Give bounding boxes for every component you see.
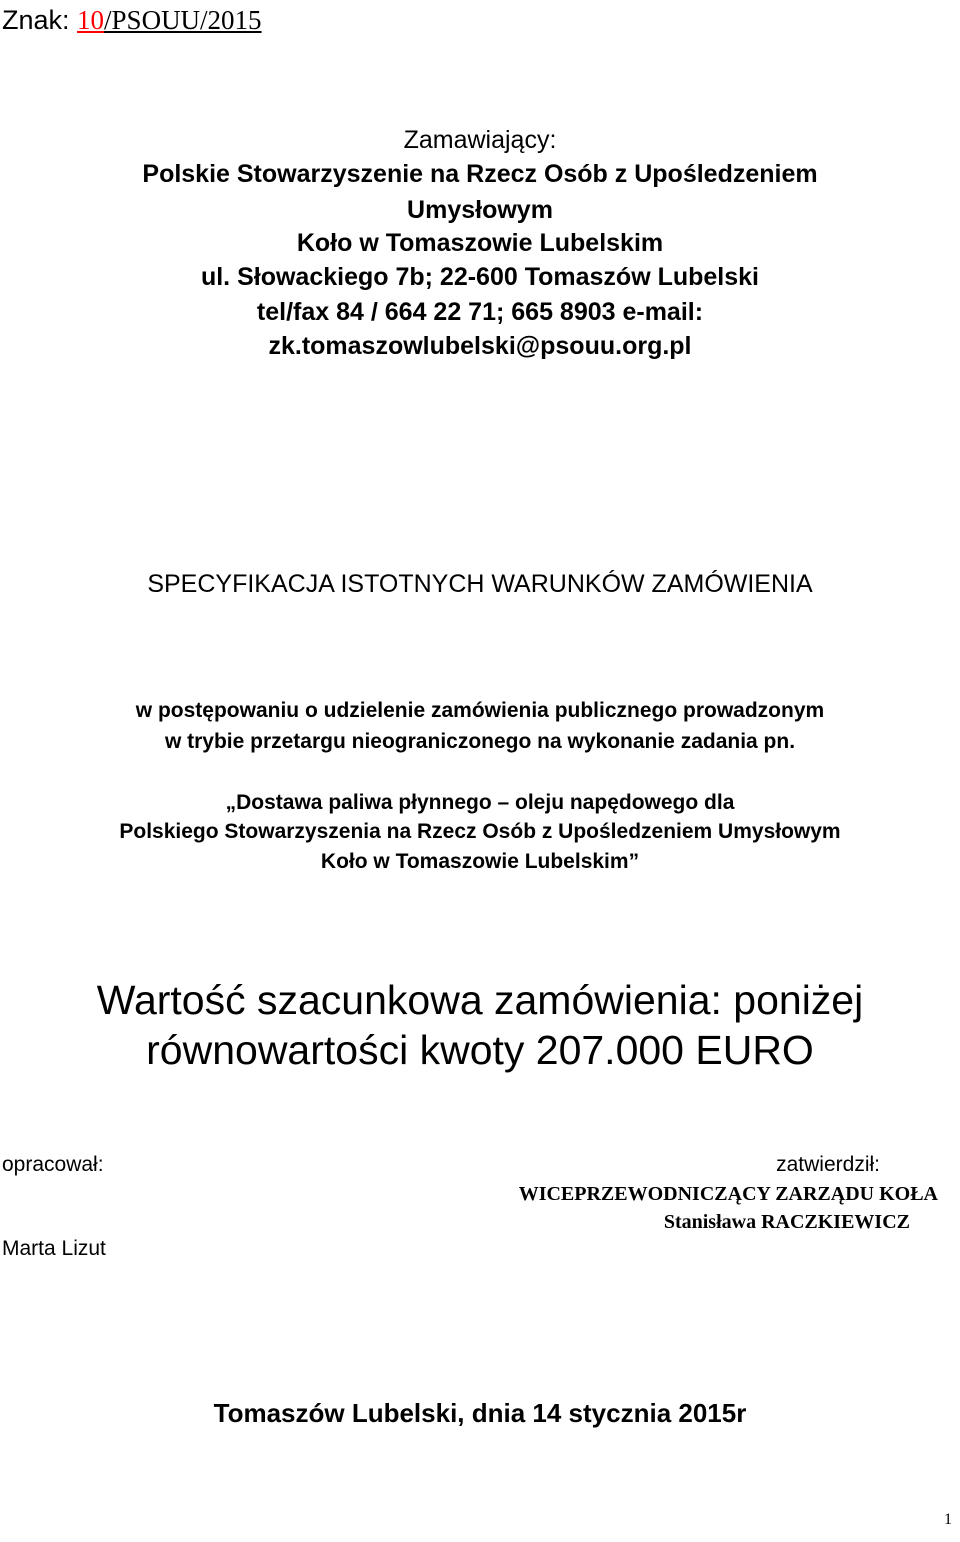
client-name-line-2: Umysłowym <box>407 196 553 224</box>
place-and-date: Tomaszów Lubelski, dnia 14 stycznia 2015r <box>213 1398 747 1428</box>
approved-by-name: Stanisława RACZKIEWICZ <box>663 1211 910 1233</box>
client-address: ul. Słowackiego 7b; 22-600 Tomaszów Lubelski <box>200 263 760 291</box>
page-number: 1 <box>944 1511 952 1528</box>
approved-by-position: WICEPRZEWODNICZĄCY ZARZĄDU KOŁA <box>518 1183 938 1205</box>
client-name-line-1: Polskie Stowarzyszenie na Rzecz Osób z Upośledzeniem <box>142 160 818 188</box>
procedure-line-2: w trybie przetargu nieograniczonego na wykonanie zadania pn. <box>164 730 796 753</box>
prepared-by-label: opracował: <box>2 1153 104 1176</box>
task-line-2: Polskiego Stowarzyszenia na Rzecz Osób z Upośledzeniem Umysłowym <box>119 820 841 843</box>
client-phone: tel/fax 84 / 664 22 71; 665 8903 e-mail: <box>256 298 704 326</box>
document-reference <box>2 0 262 40</box>
prepared-by-name: Marta Lizut <box>2 1237 106 1260</box>
estimated-value-line-1: Wartość szacunkowa zamówienia: poniżej <box>96 977 864 1023</box>
client-label: Zamawiający: <box>403 126 557 154</box>
task-line-3: Koło w Tomaszowie Lubelskim” <box>320 850 640 873</box>
estimated-value-line-2: równowartości kwoty 207.000 EURO <box>146 1027 814 1073</box>
client-email: zk.tomaszowlubelski@psouu.org.pl <box>268 332 692 360</box>
client-branch: Koło w Tomaszowie Lubelskim <box>296 229 664 257</box>
approved-by-label: zatwierdził: <box>776 1153 880 1176</box>
reference-code: /PSOUU/2015 <box>104 5 262 35</box>
reference-number: 10 <box>77 5 105 35</box>
reference-label: Znak: <box>2 5 78 35</box>
document-title: SPECYFIKACJA ISTOTNYCH WARUNKÓW ZAMÓWIENIA <box>147 570 813 598</box>
task-line-1: „Dostawa paliwa płynnego – oleju napędowego dla <box>225 791 735 814</box>
procedure-line-1: w postępowaniu o udzielenie zamówienia publicznego prowadzonym <box>135 699 825 722</box>
